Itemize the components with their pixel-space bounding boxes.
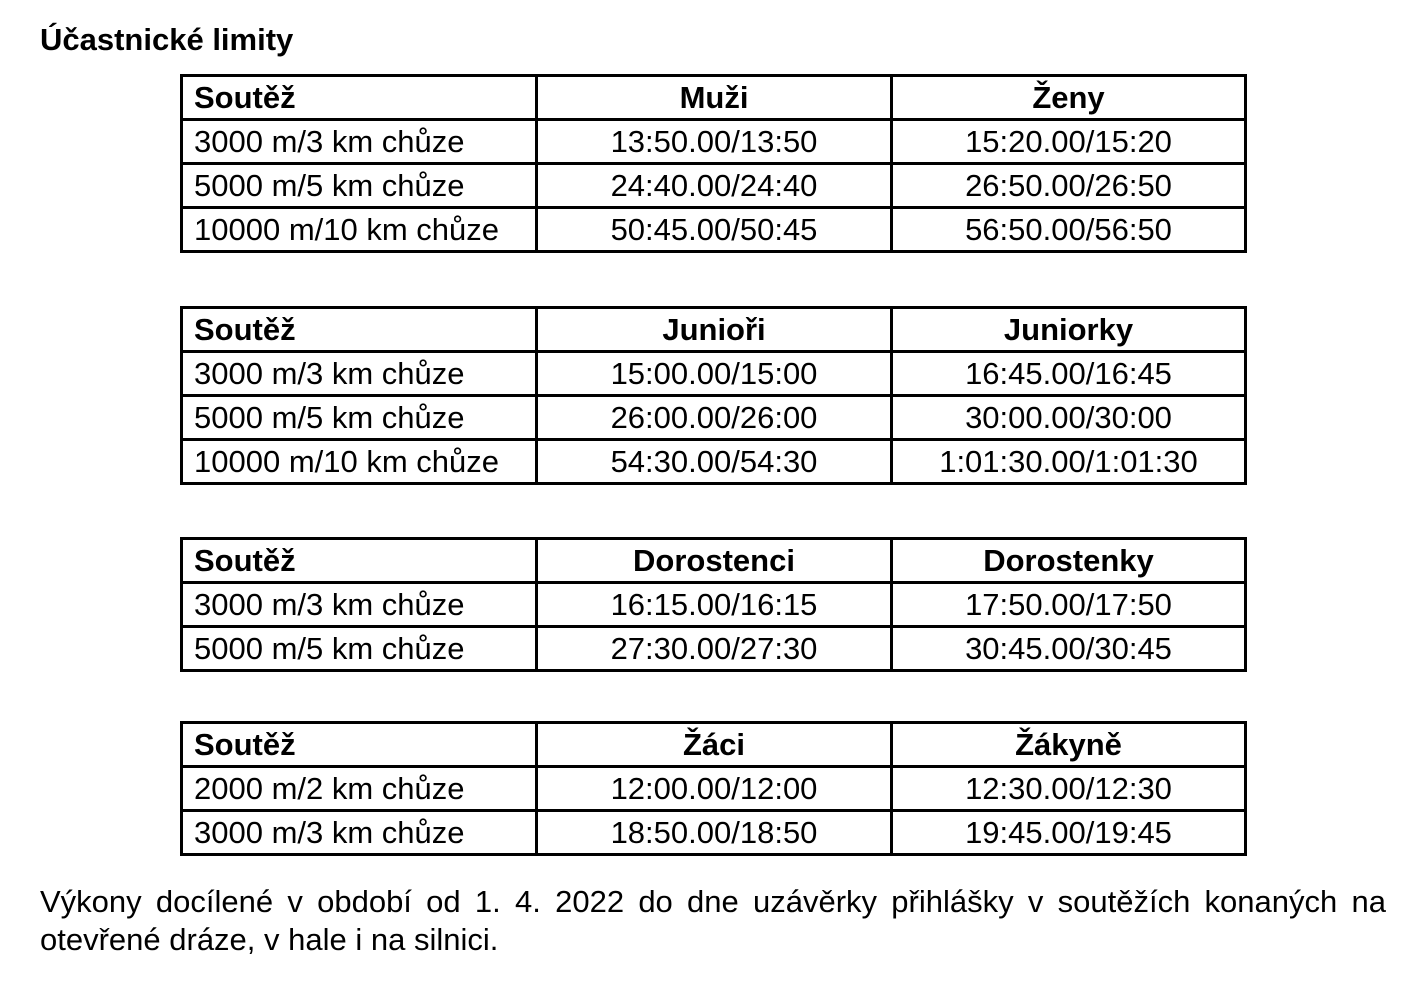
- limits-table-adults: [180, 74, 1247, 253]
- limit-cell: 54:30.00/54:30: [537, 440, 892, 484]
- limits-table-pupils: [180, 721, 1247, 856]
- limit-cell: 12:00.00/12:00: [537, 767, 892, 811]
- table-row: [182, 396, 1246, 440]
- table-header-row: [182, 308, 1246, 352]
- note-paragraph: Výkony docílené v období od 1. 4. 2022 do dne uzávěrky přihlášky v soutěžích konaných na otevřené dráze, v hale i na silnici.: [40, 884, 1386, 957]
- header-pupil-girls: Žákyně: [892, 723, 1246, 767]
- table-row: [182, 583, 1246, 627]
- table-header-row: [182, 539, 1246, 583]
- limit-cell: 1:01:30.00/1:01:30: [892, 440, 1246, 484]
- table-row: [182, 440, 1246, 484]
- event-cell: 5000 m/5 km chůze: [182, 396, 537, 440]
- table-row: [182, 811, 1246, 855]
- limit-cell: 30:45.00/30:45: [892, 627, 1246, 671]
- event-cell: 2000 m/2 km chůze: [182, 767, 537, 811]
- limits-table-youth: [180, 537, 1247, 672]
- limit-cell: 56:50.00/56:50: [892, 208, 1246, 252]
- event-cell: 5000 m/5 km chůze: [182, 627, 537, 671]
- event-cell: 3000 m/3 km chůze: [182, 120, 537, 164]
- header-junior-men: Junioři: [537, 308, 892, 352]
- page-heading: Účastnické limity: [40, 22, 294, 57]
- limit-cell: 16:15.00/16:15: [537, 583, 892, 627]
- header-event: Soutěž: [182, 76, 537, 120]
- header-event: Soutěž: [182, 308, 537, 352]
- header-event: Soutěž: [182, 723, 537, 767]
- table-row: [182, 627, 1246, 671]
- header-youth-men: Dorostenci: [537, 539, 892, 583]
- limit-cell: 13:50.00/13:50: [537, 120, 892, 164]
- header-pupil-boys: Žáci: [537, 723, 892, 767]
- event-cell: 3000 m/3 km chůze: [182, 583, 537, 627]
- table-header-row: [182, 76, 1246, 120]
- header-women: Ženy: [892, 76, 1246, 120]
- limit-cell: 15:20.00/15:20: [892, 120, 1246, 164]
- limits-table-juniors: [180, 306, 1247, 485]
- event-cell: 5000 m/5 km chůze: [182, 164, 537, 208]
- event-cell: 10000 m/10 km chůze: [182, 208, 537, 252]
- table-row: [182, 120, 1246, 164]
- table-row: [182, 352, 1246, 396]
- limit-cell: 24:40.00/24:40: [537, 164, 892, 208]
- header-event: Soutěž: [182, 539, 537, 583]
- event-cell: 3000 m/3 km chůze: [182, 811, 537, 855]
- table-header-row: [182, 723, 1246, 767]
- table-row: [182, 767, 1246, 811]
- limit-cell: 15:00.00/15:00: [537, 352, 892, 396]
- event-cell: 3000 m/3 km chůze: [182, 352, 537, 396]
- table-row: [182, 208, 1246, 252]
- event-cell: 10000 m/10 km chůze: [182, 440, 537, 484]
- header-men: Muži: [537, 76, 892, 120]
- header-youth-women: Dorostenky: [892, 539, 1246, 583]
- header-junior-women: Juniorky: [892, 308, 1246, 352]
- table-row: [182, 164, 1246, 208]
- limit-cell: 19:45.00/19:45: [892, 811, 1246, 855]
- limit-cell: 27:30.00/27:30: [537, 627, 892, 671]
- limit-cell: 16:45.00/16:45: [892, 352, 1246, 396]
- limit-cell: 30:00.00/30:00: [892, 396, 1246, 440]
- limit-cell: 50:45.00/50:45: [537, 208, 892, 252]
- limit-cell: 12:30.00/12:30: [892, 767, 1246, 811]
- limit-cell: 26:50.00/26:50: [892, 164, 1246, 208]
- limit-cell: 18:50.00/18:50: [537, 811, 892, 855]
- limit-cell: 17:50.00/17:50: [892, 583, 1246, 627]
- limit-cell: 26:00.00/26:00: [537, 396, 892, 440]
